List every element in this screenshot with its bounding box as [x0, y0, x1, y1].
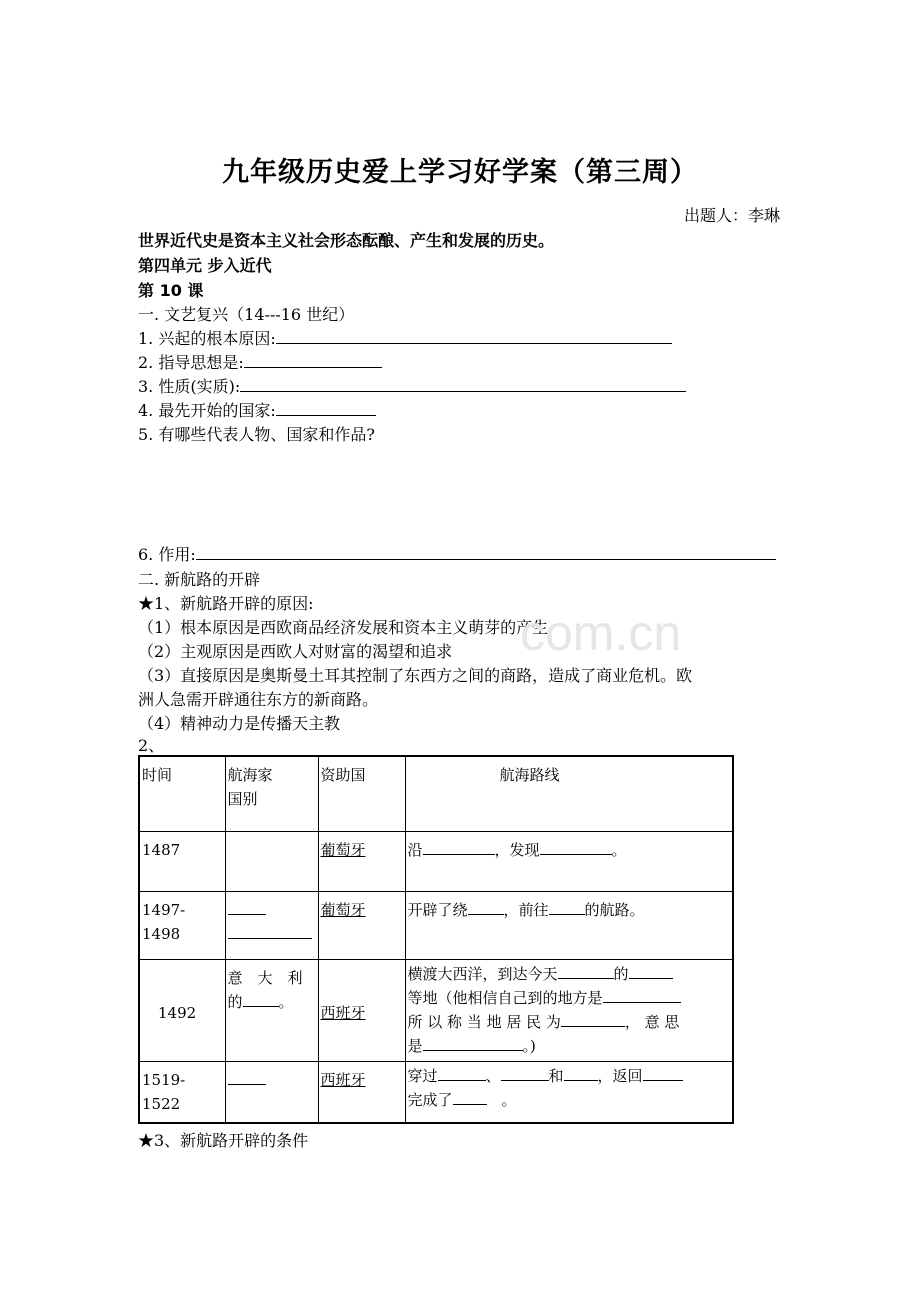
- row-4-navigator: [225, 1061, 318, 1123]
- section-routes-heading: 二. 新航路的开辟: [138, 570, 261, 589]
- answer-blank-1[interactable]: [276, 327, 672, 344]
- reason-4: （4）精神动力是传播天主教: [138, 714, 341, 733]
- row-4-time: 1519-1522: [139, 1061, 225, 1123]
- row-2-route-part-b: ，前往: [503, 900, 549, 919]
- header-time: 时间: [139, 756, 225, 831]
- row-2-time: 1497-1498: [139, 891, 225, 959]
- reason-2: （2）主观原因是西欧人对财富的渴望和追求: [138, 642, 453, 661]
- answer-blank-4[interactable]: [276, 399, 376, 416]
- row-4-route-l2a: 完成了: [407, 1090, 453, 1109]
- row-3-route-l3a: 所 以 称 当 地 居 民 为: [407, 1012, 561, 1031]
- row-3-blank-4[interactable]: [561, 1011, 625, 1027]
- question-1-label: 1. 兴起的根本原因:: [138, 329, 276, 348]
- row-3-route-l1b: 的: [613, 964, 629, 983]
- row-1-time: 1487: [139, 831, 225, 891]
- row-1-navigator[interactable]: [225, 831, 318, 891]
- row-1-route-part-a: 沿: [407, 840, 423, 859]
- header-navigator-line-1: 航海家: [227, 766, 273, 784]
- row-2-sponsor: [318, 891, 405, 959]
- section-renaissance-heading: 一. 文艺复兴（14---16 世纪）: [138, 305, 355, 324]
- table-row: [139, 959, 733, 1061]
- row-1-blank-b[interactable]: [540, 839, 612, 855]
- question-2-label: 2. 指导思想是:: [138, 353, 244, 372]
- row-4-blank-1[interactable]: [438, 1065, 486, 1081]
- voyages-table: [138, 755, 734, 1124]
- question-2: [138, 350, 382, 373]
- row-4-sponsor-text: 西班牙: [320, 1070, 366, 1089]
- answer-blank-2[interactable]: [244, 351, 382, 368]
- row-2-route: [405, 891, 733, 959]
- intro-line: 世界近代史是资本主义社会形态酝酿、产生和发展的历史。: [138, 231, 555, 250]
- lesson-heading: 第 10 课: [138, 281, 204, 300]
- reason-3-line-b: 洲人急需开辟通往东方的新商路。: [138, 690, 379, 709]
- row-3-blank-1[interactable]: [558, 963, 614, 979]
- row-3-blank-2[interactable]: [629, 963, 673, 979]
- row-4-route-l1d: ，返回: [597, 1066, 643, 1085]
- answer-blank-6[interactable]: [196, 543, 776, 560]
- reason-1: （1）根本原因是西欧商品经济发展和资本主义萌芽的产生: [138, 618, 549, 637]
- row-3-route-l1a: 横渡大西洋，到达今天: [407, 964, 558, 983]
- row-4-route-l2b: 。: [486, 1090, 517, 1109]
- answer-blank-3[interactable]: [240, 375, 686, 392]
- row-2-blank-nav-b[interactable]: [228, 923, 312, 939]
- row-4-route-l1c: 和: [548, 1066, 564, 1085]
- question-6: [138, 542, 776, 565]
- row-2-route-part-c: 的航路。: [584, 900, 645, 919]
- row-1-sponsor: [318, 831, 405, 891]
- watermark: com.cn: [520, 605, 682, 661]
- header-sponsor: 资助国: [318, 756, 405, 831]
- row-2-blank-b[interactable]: [549, 899, 585, 915]
- question-1: [138, 326, 672, 349]
- row-4-route-l1b: 、: [485, 1066, 501, 1085]
- row-1-route-part-b: ，发现: [494, 840, 540, 859]
- row-2-sponsor-text: 葡萄牙: [320, 900, 366, 919]
- row-3-blank-3[interactable]: [603, 987, 681, 1003]
- question-3-label: 3. 性质(实质):: [138, 377, 241, 396]
- table-row: [139, 1061, 733, 1123]
- question-6-label: 6. 作用:: [138, 545, 196, 564]
- row-1-route-part-c: 。: [611, 840, 627, 859]
- table-header-row: [139, 756, 733, 831]
- row-2-navigator: [225, 891, 318, 959]
- row-3-route-l2a: 等地（他相信自己到的地方是: [407, 988, 603, 1007]
- row-1-blank-a[interactable]: [423, 839, 495, 855]
- header-route: 航海路线: [405, 756, 733, 831]
- unit-heading: 第四单元 步入近代: [138, 256, 272, 275]
- question-3: [138, 374, 686, 397]
- reasons-title: ★1、新航路开辟的原因:: [138, 594, 314, 613]
- row-4-blank-5[interactable]: [453, 1089, 487, 1105]
- question-4: [138, 398, 376, 421]
- row-4-blank-4[interactable]: [643, 1065, 683, 1081]
- row-3-route-l4b: 。): [522, 1036, 536, 1055]
- row-3-route-l3b: ， 意 思: [624, 1012, 680, 1031]
- row-3-blank-nav[interactable]: [243, 991, 279, 1007]
- row-3-route: [405, 959, 733, 1061]
- row-3-sponsor: [318, 959, 405, 1061]
- row-2-blank-a[interactable]: [468, 899, 504, 915]
- author-line: 出题人：李琳: [683, 206, 780, 225]
- table-row: [139, 891, 733, 959]
- row-1-route: [405, 831, 733, 891]
- conditions-title: ★3、新航路开辟的条件: [138, 1131, 309, 1150]
- row-3-blank-5[interactable]: [423, 1035, 523, 1051]
- page-title: 九年级历史爱上学习好学案（第三周）: [222, 157, 698, 188]
- row-1-sponsor-text: 葡萄牙: [320, 840, 366, 859]
- row-4-route-l1a: 穿过: [407, 1066, 438, 1085]
- row-2-route-part-a: 开辟了绕: [407, 900, 468, 919]
- row-3-navigator-line-1: 意 大 利: [227, 968, 303, 987]
- row-3-sponsor-text: 西班牙: [320, 1004, 366, 1022]
- row-3-navigator: [225, 959, 318, 1061]
- row-4-route: [405, 1061, 733, 1123]
- row-4-sponsor: [318, 1061, 405, 1123]
- row-3-navigator-part-b: 的: [227, 992, 243, 1011]
- row-4-blank-2[interactable]: [501, 1065, 549, 1081]
- row-4-blank-nav[interactable]: [228, 1069, 266, 1085]
- header-navigator-line-2: 国别: [227, 790, 258, 808]
- table-row: [139, 831, 733, 891]
- row-2-blank-nav-a[interactable]: [228, 899, 266, 915]
- table-title: 2、: [138, 736, 165, 755]
- question-4-label: 4. 最先开始的国家:: [138, 401, 276, 420]
- row-3-navigator-part-c: 。: [278, 992, 294, 1011]
- question-5: 5. 有哪些代表人物、国家和作品?: [138, 425, 375, 444]
- reason-3-line-a: （3）直接原因是奥斯曼土耳其控制了东西方之间的商路，造成了商业危机。欧: [138, 666, 693, 685]
- header-navigator: [225, 756, 318, 831]
- row-4-blank-3[interactable]: [564, 1065, 598, 1081]
- row-3-route-l4a: 是: [407, 1036, 423, 1055]
- row-3-time: 1492: [139, 959, 225, 1061]
